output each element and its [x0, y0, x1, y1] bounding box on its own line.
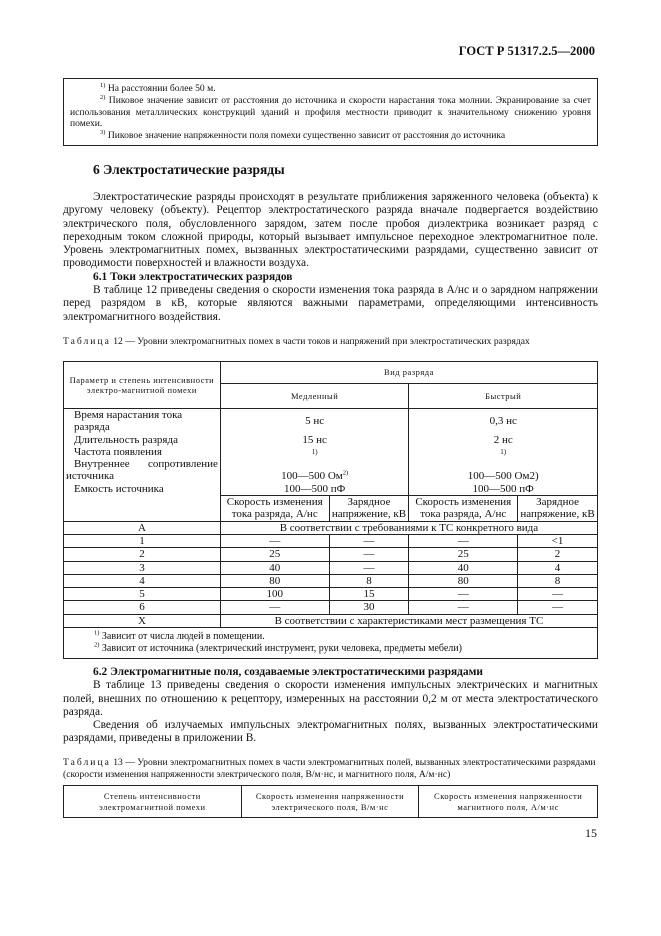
fast-voltage-cell: 8	[518, 574, 598, 587]
subsection-6-2-heading: 6.2 Электромагнитные поля, создаваемые электростатическими разрядами	[93, 666, 483, 678]
footnotes-box	[63, 78, 598, 146]
table-12-caption: Таблица 12 — Уровни электромагнитных помех в части токов и напряжений при электростатических разрядах	[63, 336, 530, 347]
level-cell: 5	[64, 588, 221, 601]
subsection-6-1-heading: 6.1 Токи электростатических разрядов	[93, 270, 293, 283]
fast-rate-cell: 25	[409, 548, 518, 561]
param-name: Емкость источника	[64, 483, 221, 496]
subheader-voltage: Зарядное напряжение, кВ	[329, 496, 409, 522]
param-name: Длительность разряда	[64, 434, 221, 446]
fast-rate-cell: 40	[409, 561, 518, 574]
level-cell: 3	[64, 561, 221, 574]
empty-cell	[64, 496, 221, 522]
subheader-rate: Скорость изменения тока разряда, А/нс	[409, 496, 518, 522]
slow-rate-cell: 80	[220, 574, 329, 587]
table-13-header-level: Степень интенсивности электромагнитной помехи	[64, 786, 242, 818]
level-cell: X	[64, 614, 221, 627]
level-cell: 2	[64, 548, 221, 561]
capacitance-slow-value: 100—500 пФ	[220, 483, 409, 496]
footnote-3: $^{3)}$ Пиковое значение напряженности поля помехи существенно зависит от расстояния до источника	[100, 129, 506, 142]
document-header: ГОСТ Р 51317.2.5—2000	[458, 44, 595, 58]
slow-rate-cell: 100	[220, 588, 329, 601]
param-name-resistance	[64, 458, 221, 483]
fast-rate-cell: 80	[409, 574, 518, 587]
section-6-1-paragraph: В таблице 12 приведены сведения о скорости изменения тока разряда в А/нс и о зарядном напряжении перед разрядом в кВ, которые являются важными параметрами, определяющими интенсивность электромагнитного воздействия.	[63, 284, 598, 323]
fast-rate-cell: —	[409, 534, 518, 547]
slow-voltage-cell: 30	[329, 601, 409, 614]
level-cell: А	[64, 521, 221, 534]
resistance-line-2: источника	[66, 470, 115, 483]
level-cell: 6	[64, 601, 221, 614]
section-6-heading: 6 Электростатические разряды	[93, 162, 285, 177]
resistance-fast-value: 100—500 Ом2)	[409, 458, 598, 483]
fast-rate-cell: —	[409, 601, 518, 614]
slow-rate-cell: 40	[220, 561, 329, 574]
section-6-body	[63, 191, 598, 324]
footnote-2: $^{2)}$ Пиковое значение зависит от расстояния до источника и скорости нарастания тока молнии. Экранирование за счет использования металлических конструкций зданий и профиля местности приводит к значительному снижению уровня помехи.	[70, 93, 591, 130]
table-13-caption: Таблица 13 — Уровни электромагнитных помех в части электромагнитных полей, вызванных электростатическими разрядами (скорости изменения напряженности электрического поля, В/м·нс, и магнитного поля, А/м·нс)	[63, 757, 596, 780]
table-12-header-kind: Вид разряда	[220, 362, 597, 384]
table-12-footnote-2: $^{2)}$ Зависит от источника (электрический инструмент, руки человека, предметы мебели)	[94, 641, 462, 655]
fast-voltage-cell: —	[518, 588, 598, 601]
param-name: Время нарастания тока разряда	[64, 409, 221, 434]
fast-voltage-cell: 4	[518, 561, 598, 574]
slow-voltage-cell: 15	[329, 588, 409, 601]
slow-voltage-cell: —	[329, 548, 409, 561]
param-fast-value: 0,3 нс	[409, 409, 598, 434]
section-6-2-paragraph-2: Сведения об излучаемых импульсных электромагнитных полях, вызванных электростатическими разрядами, приведены в приложении В.	[63, 719, 598, 745]
section-6-2-paragraph-1: В таблице 13 приведены сведения о скорости изменения импульсных электрических и магнитных полей, внешних по отношению к рецептору, измеренных на расстоянии 0,2 м от места электростатического разряда.	[63, 679, 598, 718]
fast-voltage-cell: 2	[518, 548, 598, 561]
table-12-header-slow: Медленный	[220, 384, 409, 409]
section-6-2-body	[63, 666, 598, 746]
subheader-rate: Скорость изменения тока разряда, А/нс	[220, 496, 329, 522]
table-12-footnotes	[64, 628, 598, 659]
level-cell: 4	[64, 574, 221, 587]
slow-rate-cell: —	[220, 534, 329, 547]
param-fast-value: 2 нс	[409, 434, 598, 446]
slow-rate-cell: —	[220, 601, 329, 614]
section-6-paragraph: Электростатические разряды происходят в результате приближения заряженного человека (объекта) к другому человеку (объекту). Рецептор электростатического разряда вначале подвергается воздействию электрического поля, обусловленного зарядом, затем после пробоя диэлектрика возникает разряд с переходным током сложной природы, который вызывает импульсное переходное электромагнитное поле. Уровень электромагнитных помех, вызванных электростатическими разрядами, существенно зависит от проводимости поверхностей и влажности воздуха.	[63, 191, 598, 270]
slow-voltage-cell: 8	[329, 574, 409, 587]
level-x-text: В соответствии с характеристиками мест размещения ТС	[220, 614, 597, 627]
slow-rate-cell: 25	[220, 548, 329, 561]
level-cell: 1	[64, 534, 221, 547]
param-slow-value: 5 нс	[220, 409, 409, 434]
slow-voltage-cell: —	[329, 561, 409, 574]
table-13-header-magnetic: Скорость изменения напряженности магнитного поля, А/м·нс	[419, 786, 598, 818]
resistance-slow-value: 100—500 $Ом^{2)}$	[220, 458, 409, 483]
table-12	[63, 361, 598, 659]
footnote-1: $^{1)}$ На расстоянии более 50 м.	[100, 81, 216, 94]
capacitance-fast-value: 100—500 пФ	[409, 483, 598, 496]
fast-voltage-cell: —	[518, 601, 598, 614]
param-slow-footnote: 1)	[220, 446, 409, 458]
fast-voltage-cell: <1	[518, 534, 598, 547]
subheader-voltage: Зарядное напряжение, кВ	[518, 496, 598, 522]
fast-rate-cell: —	[409, 588, 518, 601]
table-12-header-param: Параметр и степень интенсивности электро-магнитной помехи	[64, 362, 221, 409]
param-fast-footnote: 1)	[409, 446, 598, 458]
param-name: Частота появления	[64, 446, 221, 458]
table-13	[63, 785, 598, 818]
level-a-text: В соответствии с требованиями к ТС конкретного вида	[220, 521, 597, 534]
table-12-header-fast: Быстрый	[409, 384, 598, 409]
table-13-header-electric: Скорость изменения напряженности электрического поля, В/м·нс	[241, 786, 419, 818]
table-12-footnote-1: $^{1)}$ Зависит от числа людей в помещении.	[94, 629, 265, 643]
slow-voltage-cell: —	[329, 534, 409, 547]
resistance-line-1: Внутреннее сопротивление	[74, 458, 218, 471]
page-number: 15	[585, 826, 597, 840]
param-slow-value: 15 нс	[220, 434, 409, 446]
